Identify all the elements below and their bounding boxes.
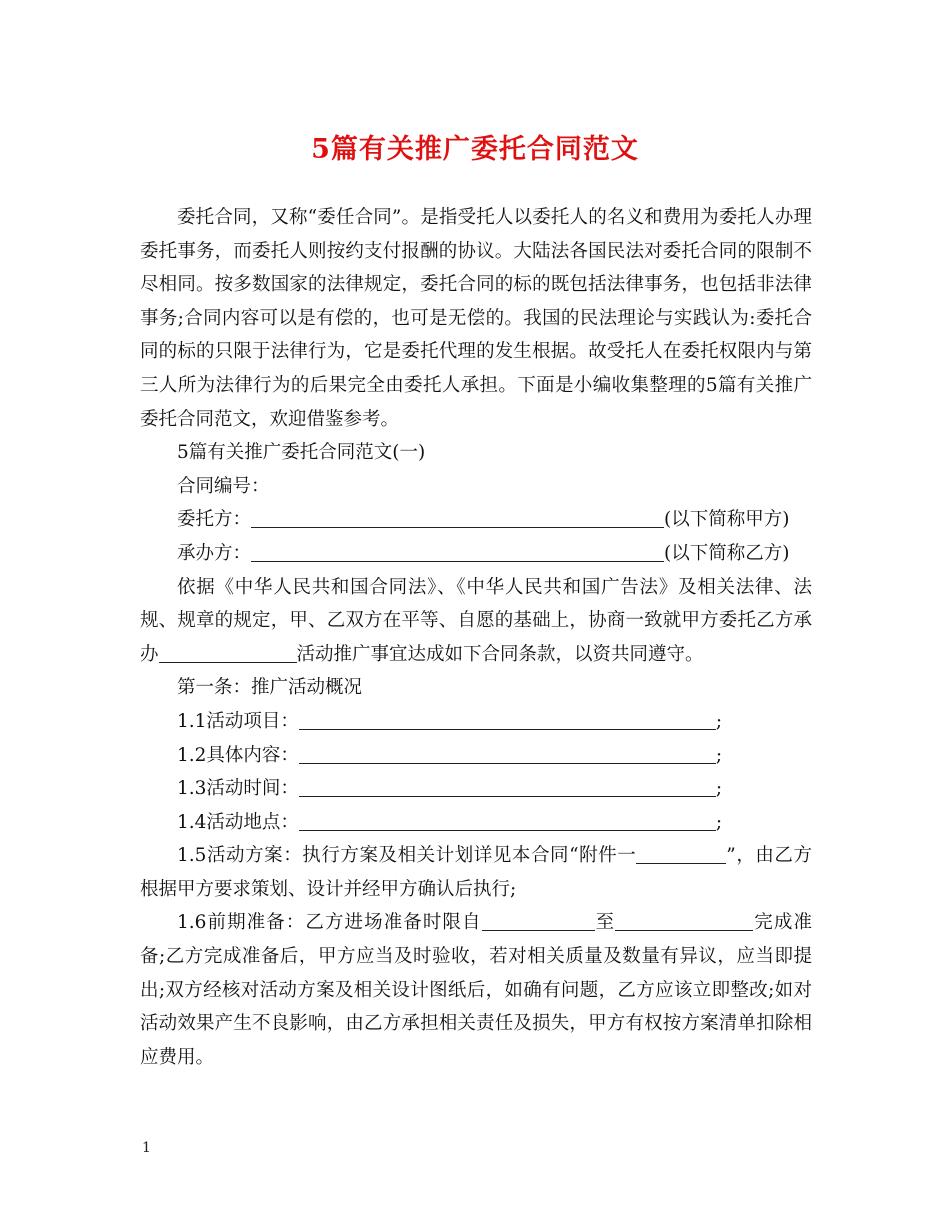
basis-text-before: 依据《中华人民共和国合同法》、《中华人民共和国广告法》及相关法律、法规、规章的规定，甲、乙双方在平等、自愿的基础上，协商一致就甲方委托乙方承办: [140, 576, 812, 665]
item-1-5-paragraph: [140, 839, 812, 906]
item-end: ;: [715, 744, 723, 766]
client-blank[interactable]: [251, 507, 664, 528]
attachment-blank[interactable]: [636, 843, 726, 864]
contractor-label: 承办方：: [177, 542, 252, 564]
item-end: ;: [715, 811, 723, 833]
document-title: 5篇有关推广委托合同范文: [311, 134, 639, 165]
start-date-blank[interactable]: [482, 910, 595, 931]
item-blank[interactable]: [299, 776, 716, 797]
item-blank[interactable]: [299, 743, 716, 764]
item-blank[interactable]: [299, 810, 716, 831]
basis-paragraph: [140, 571, 812, 672]
document-body: [140, 201, 812, 1074]
contractor-suffix: (以下简称乙方): [664, 542, 790, 564]
item-1-5-before: 1.5活动方案：执行方案及相关计划详见本合同“附件一: [177, 845, 637, 867]
basis-text-after: 活动推广事宜达成如下合同条款，以资共同遵守。: [296, 643, 704, 665]
item-end: ;: [715, 778, 723, 800]
item-label: 1.1活动项目：: [177, 710, 299, 732]
client-line: [140, 503, 812, 537]
item-line: [140, 772, 812, 806]
item-1-5-after: ”，由乙方根据甲方要求策划、设计并经甲方确认后执行;: [140, 845, 812, 900]
item-label: 1.4活动地点：: [177, 811, 299, 833]
article-heading: 第一条：推广活动概况: [177, 677, 363, 699]
item-1-6-after: 完成准备;乙方完成准备后，甲方应当及时验收，若对相关质量及数量有异议，应当即提出;双方经核对活动方案及相关设计图纸后，如确有问题，乙方应该立即整改;如对活动效果产生不良影响，由乙方承担相关责任及损失，甲方有权按方案清单扣除相应费用。: [140, 912, 812, 1068]
activity-name-blank[interactable]: [159, 642, 297, 663]
item-line: [140, 806, 812, 840]
item-label: 1.3活动时间：: [177, 778, 299, 800]
item-blank[interactable]: [299, 709, 716, 730]
client-suffix: (以下简称甲方): [664, 509, 790, 531]
client-label: 委托方：: [177, 509, 252, 531]
item-1-6-before: 1.6前期准备：乙方进场准备时限自: [177, 912, 482, 934]
section-heading: 5篇有关推广委托合同范文(一): [177, 442, 426, 464]
item-line: [140, 739, 812, 773]
item-1-6-mid: 至: [594, 912, 616, 934]
item-label: 1.2具体内容：: [177, 744, 299, 766]
item-1-6-paragraph: [140, 906, 812, 1074]
contractor-line: [140, 537, 812, 571]
item-end: ;: [715, 710, 723, 732]
contractor-blank[interactable]: [251, 541, 664, 562]
contract-number-label: 合同编号：: [177, 475, 270, 497]
item-line: [140, 705, 812, 739]
page-number: 1: [142, 1140, 151, 1156]
intro-paragraph: 委托合同，又称“委任合同”。是指受托人以委托人的名义和费用为委托人办理委托事务，而委托人则按约支付报酬的协议。大陆法各国民法对委托合同的限制不尽相同。按多数国家的法律规定，委托合同的标的既包括法律事务，也包括非法律事务;合同内容可以是有偿的，也可是无偿的。我国的民法理论与实践认为:委托合同的标的只限于法律行为，它是委托代理的发生根据。故受托人在委托权限内与第三人所为法律行为的后果完全由委托人承担。下面是小编收集整理的5篇有关推广委托合同范文，欢迎借鉴参考。: [140, 207, 812, 430]
end-date-blank[interactable]: [615, 910, 753, 931]
